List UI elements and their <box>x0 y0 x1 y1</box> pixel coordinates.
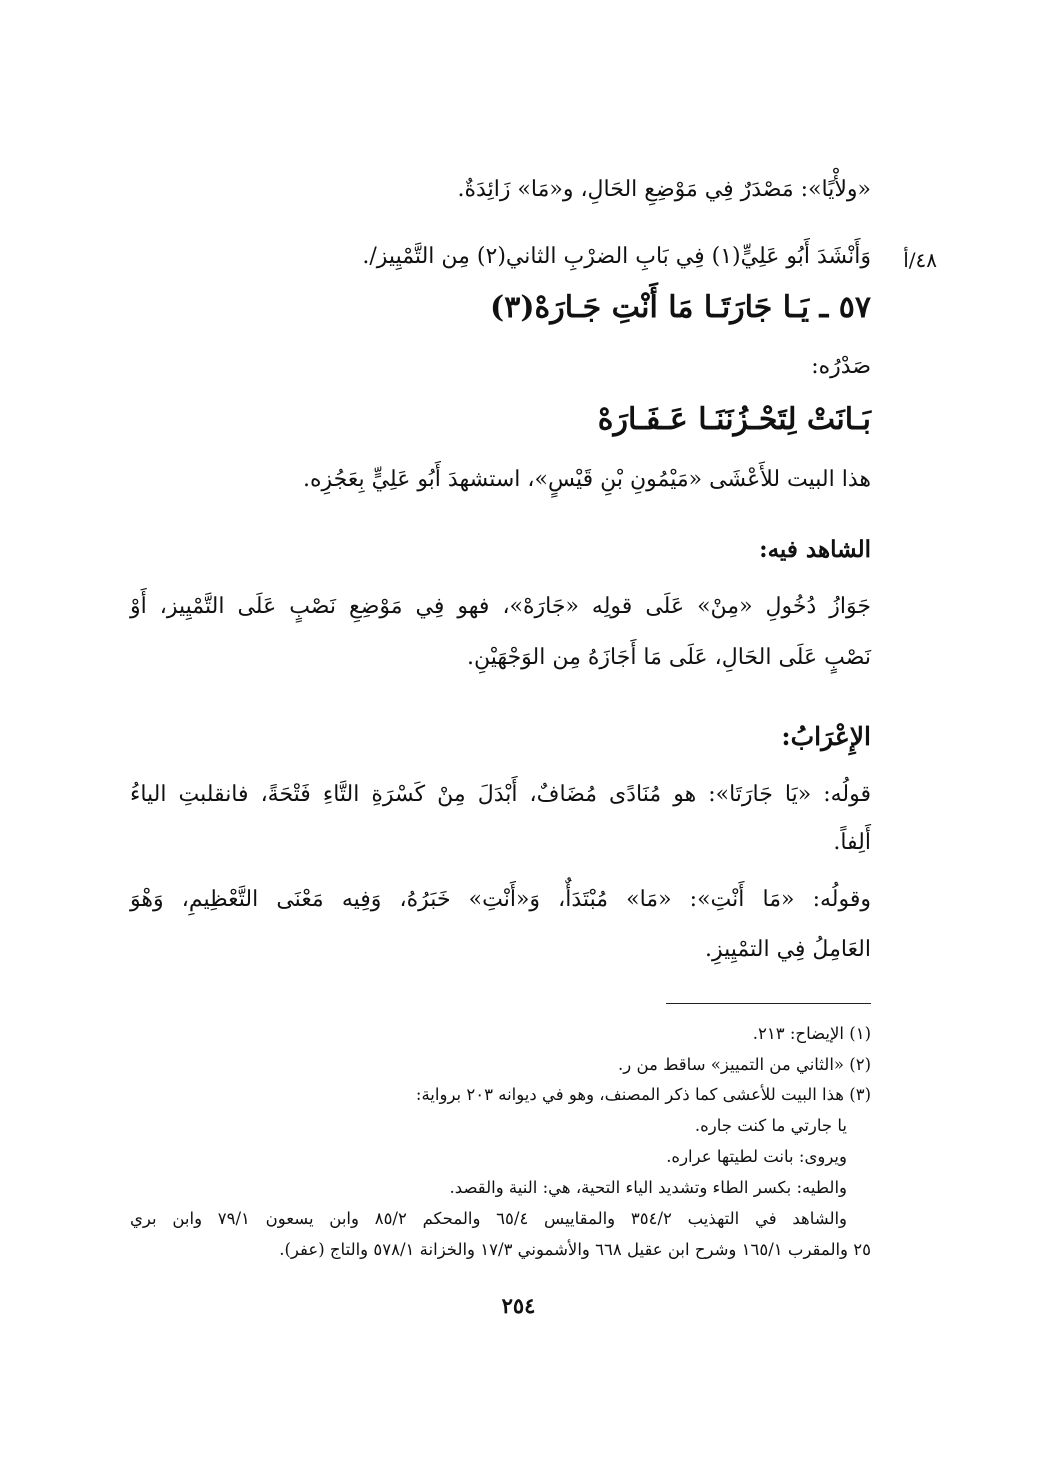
footnote-3-line-4: والطيه: بكسر الطاء وتشديد الياء التحية، هي: النية والقصد. <box>449 1178 847 1197</box>
irab-1-line-1: قولُه: «يَا جَارَتَا»: هو مُنَادًى مُضَافٌ، أَبْدَلَ مِنْ كَسْرَةِ التَّاءِ فَتْحَةً، فانقلبتِ الياءُ <box>130 782 871 807</box>
footnote-3-line-3: ويروى: بانت لطيتها عراره. <box>666 1147 847 1166</box>
footnote-3-line-5: والشاهد في التهذيب ٣٥٤/٢ والمقاييس ٦٥/٤ والمحكم ٨٥/٢ وابن يسعون ٧٩/١ وابن بري <box>130 1209 848 1228</box>
verse-line: بَـانَتْ لِتَحْـزُنَنَـا عَـفَـارَهْ <box>597 402 871 437</box>
irab-1-line-2: أَلِفاً. <box>833 830 871 855</box>
verse-number-line: ٥٧ ـ يَـا جَارَتَـا مَا أَنْتِ جَـارَهْ(٣) <box>490 290 871 325</box>
folio-margin-marker: ٤٨/أ <box>903 248 937 272</box>
irab-2-line-1: وقولُه: «مَا أَنْتِ»: «مَا» مُبْتَدَأٌ، وَ«أَنْتِ» خَبَرُهُ، وَفِيه مَعْنَى التَّعْظِيمِ، وَهْوَ <box>130 887 871 912</box>
footnote-2: (٢) «الثاني من التمييز» ساقط من ر. <box>618 1055 871 1074</box>
heading-irab: الإِعْرَابُ: <box>781 722 871 751</box>
footnote-3-line-2: يا جارتي ما كنت جاره. <box>694 1116 847 1135</box>
footnote-separator <box>666 1003 871 1004</box>
heading-shahid: الشاهد فيه: <box>759 536 871 563</box>
shahid-line-2: نَصْبٍ عَلَى الحَالِ، عَلَى مَا أَجَازَهُ مِن الوَجْهَيْنِ. <box>467 645 871 670</box>
page-number: ٢٥٤ <box>501 1293 536 1318</box>
attribution-line: هذا البيت للأَعْشَى «مَيْمُونِ بْنِ قَيْسٍ»، استشهدَ أَبُو عَلِيٍّ بِعَجُزِه. <box>302 467 871 492</box>
footnote-3-line-6: ٢٥ والمقرب ١٦٥/١ وشرح ابن عقيل ٦٦٨ والأشموني ١٧/٣ والخزانة ٥٧٨/١ والتاج (عفر). <box>279 1240 871 1259</box>
footnote-3: (٣) هذا البيت للأعشى كما ذكر المصنف، وهو في ديوانه ٢٠٣ برواية: <box>415 1085 871 1104</box>
body-line-2: وَأَنْشَدَ أَبُو عَلِيٍّ(١) فِي بَابِ الضرْبِ الثاني(٢) مِن التَّمْيِيز/. <box>362 244 871 269</box>
shahid-line-1: جَوَازُ دُخُولِ «مِنْ» عَلَى قولِه «جَارَهْ»، فهو فِي مَوْضِعِ نَصْبٍ عَلَى التَّمْيِيز، أَوْ <box>130 594 871 619</box>
irab-2-line-2: العَامِلُ فِي التمْيِيزِ. <box>705 937 871 962</box>
footnote-1: (١) الإيضاح: ٢١٣. <box>752 1024 871 1043</box>
sadruh-label: صَدْرُه: <box>811 354 871 379</box>
body-line-1: «ولأْيًا»: مَصْدَرٌ فِي مَوْضِعِ الحَالِ، و«مَا» زَائِدَةٌ. <box>457 177 871 202</box>
